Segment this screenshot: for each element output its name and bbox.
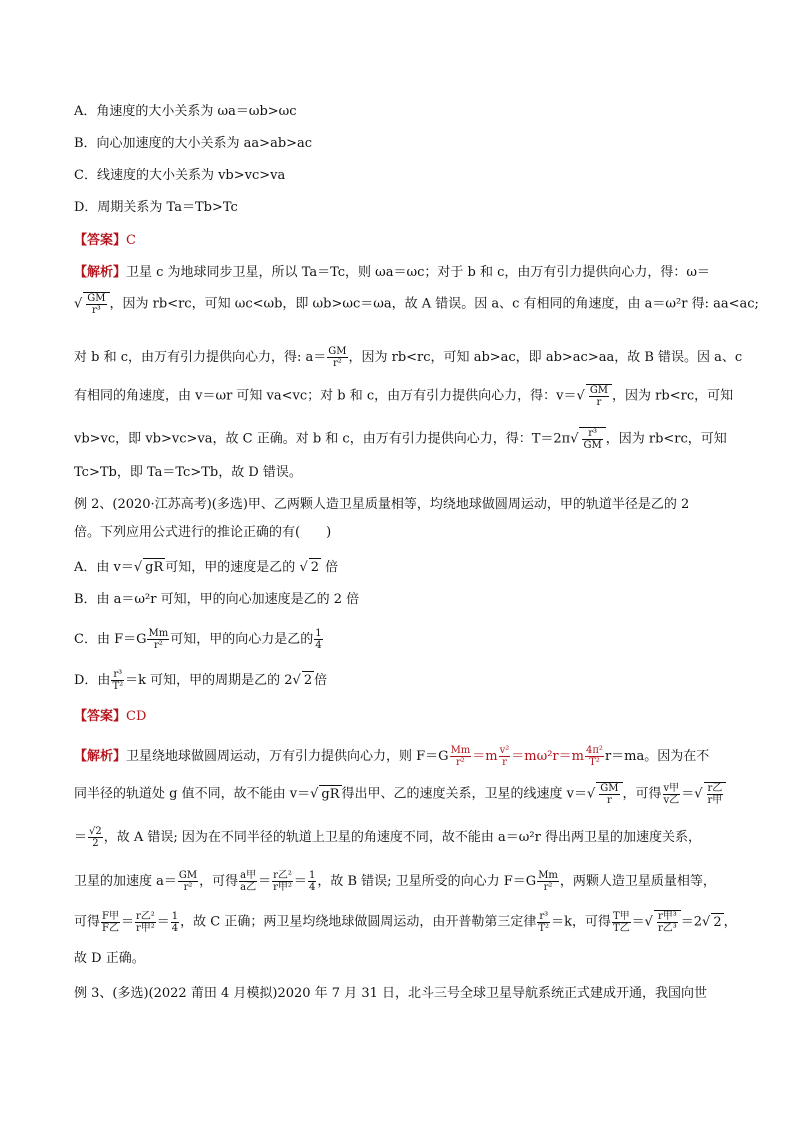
analysis-text: ，故 B 错误; 卫星所受的向心力 F＝G xyxy=(317,874,537,889)
analysis-text: 同半径的轨道处 g 值不同，故不能由 v＝ xyxy=(74,786,311,802)
analysis-2-line-5: 可得 F甲 F乙 ＝ r乙² r甲² ＝ $\frac{1}{4}$ ，故 C 正确；两卫星均绕地球做圆周运动，由开普勒第三定律 $\frac{\text{r³}}{\text{T²}}$ ＝k，可得 T甲 T乙 ＝√ r甲³ r乙³ ＝2√ 2 ， xyxy=(74,910,737,934)
analysis-text: ，故 A 错误; 因为在不同半径的轨道上卫星的角速度不同，故不能由 a＝ω²r 得出两卫星的加速度关系， xyxy=(103,830,701,845)
example-2-option-b: B．由 a＝ω²r 可知，甲的向心加速度是乙的 2 倍 xyxy=(74,592,360,607)
analysis-text: 有相同的角速度，由 v＝ωr 可知 va<vc；对 b 和 c，由万有引力提供向心力，得：v＝ xyxy=(74,388,577,404)
analysis-1-line-4: 有相同的角速度，由 v＝ωr 可知 va<vc；对 b 和 c，由万有引力提供向心力，得：v＝√ $\frac{GM}{r}$ ，因为 rb<rc，可知 xyxy=(74,385,734,408)
analysis-text: ，因为 rb<rc，可知 ωc<ωb，即 ωb>ωc＝ωa，故 A 错误。因 a、c 有相同的角速度，由 a＝ω²r 得: aa<ac; xyxy=(109,296,759,312)
analysis-text: ，可得 xyxy=(622,786,662,802)
analysis-text: 卫星绕地球做圆周运动，万有引力提供向心力，则 F＝G xyxy=(126,749,449,764)
analysis-text: ，两颗人造卫星质量相等， xyxy=(559,874,716,889)
answer-value: C xyxy=(126,233,136,248)
option-text: 可知，甲的向心力是乙的 xyxy=(170,632,314,647)
option-text: C．由 F＝G xyxy=(74,632,147,647)
analysis-text: 卫星 c 为地球同步卫星，所以 Ta＝Tc，则 ωa＝ωc；对于 b 和 c，由万有引力提供向心力，得：ω＝ xyxy=(126,265,711,280)
analysis-1-line-5: vb>vc，即 vb>vc>va，故 C 正确。对 b 和 c，由万有引力提供向心力，得：T＝2π√ $\frac{\text{r³}}{GM}$ ，因为 rb<rc，可知 xyxy=(74,428,727,451)
analysis-2-line-3: ＝ $\frac{√2}{2}$ ，故 A 错误; 因为在不同半径的轨道上卫星的角速度不同，故不能由 a＝ω²r 得出两卫星的加速度关系， xyxy=(74,826,701,849)
example-2-option-d: D．由 $\frac{\text{r³}}{\text{T²}}$ ＝k 可知，甲的周期是乙的 2√ 2 倍 xyxy=(74,669,328,692)
analysis-2-line-2: 同半径的轨道处 g 值不同，故不能由 v＝√ gR 得出甲、乙的速度关系，卫星的线速度 v＝√ $\frac{GM}{r}$ ，可得 v甲 v乙 ＝√ r乙 r甲 xyxy=(74,782,726,806)
analysis-text: ，因为 rb<rc，可知 xyxy=(605,431,727,447)
answer-2 xyxy=(74,708,146,726)
analysis-text: 可得 xyxy=(74,914,101,930)
example-2-option-a: A．由 v＝√ gR 可知，甲的速度是乙的 √ 2 倍 xyxy=(74,560,339,575)
option-c: C．线速度的大小关系为 vb>vc>va xyxy=(74,168,286,183)
analysis-1-line-1 xyxy=(74,264,710,282)
analysis-2-line-4: 卫星的加速度 a＝ $\frac{GM}{\text{r²}}$ ，可得 a甲 a乙 ＝ r乙² r甲² ＝ $\frac{1}{4}$ ，故 B 错误; 卫星所受的向心力 F＝G $\frac{Mm}{\text{r²}}$ ，两颗人造卫星质量相等， xyxy=(74,870,716,893)
analysis-text: ，因为 rb<rc，可知 ab>ac，即 ab>ac>aa，故 B 错误。因 a、c xyxy=(348,350,743,365)
option-a: A．角速度的大小关系为 ωa＝ωb>ωc xyxy=(74,104,297,119)
analysis-text: vb>vc，即 vb>vc>va，故 C 正确。对 b 和 c，由万有引力提供向心力，得：T＝2π xyxy=(74,431,571,447)
option-text: ＝k 可知，甲的周期是乙的 2 xyxy=(125,673,293,688)
analysis-text: 对 b 和 c，由万有引力提供向心力，得: a＝ xyxy=(74,350,327,365)
option-b: B．向心加速度的大小关系为 aa>ab>ac xyxy=(74,136,313,151)
answer-1 xyxy=(74,232,136,250)
analysis-text: ，因为 rb<rc，可知 xyxy=(612,388,734,404)
example-2-option-c: C．由 F＝G $\frac{Mm}{\text{r²}}$ 可知，甲的向心力是乙的 $\frac{1}{4}$ xyxy=(74,628,322,651)
answer-value: CD xyxy=(126,709,147,724)
analysis-1-line-3: 对 b 和 c，由万有引力提供向心力，得: a＝ $\frac{GM}{\text{r²}}$ ，因为 rb<rc，可知 ab>ac，即 ab>ac>aa，故 B 错误。因 a、c xyxy=(74,346,743,369)
analysis-text: ＝2 xyxy=(680,914,703,930)
analysis-1-line-6: Tc>Tb，即 Ta＝Tc>Tb，故 D 错误。 xyxy=(74,465,302,480)
option-text: A．由 v＝ xyxy=(74,560,134,575)
analysis-label: 【解析】 xyxy=(74,265,127,280)
option-text: 倍 xyxy=(314,673,328,688)
analysis-text: ＝k，可得 xyxy=(551,914,611,930)
analysis-text: 得出甲、乙的速度关系，卫星的线速度 v＝ xyxy=(341,786,587,802)
analysis-text: ，可得 xyxy=(199,874,239,889)
example-3-line-1: 例 3、(多选)(2022 莆田 4 月模拟)2020 年 7 月 31 日，北斗三号全球卫星导航系统正式建成开通，我国向世 xyxy=(74,986,708,1001)
option-text: 可知，甲的速度是乙的 xyxy=(165,560,300,575)
example-2-line-2: 倍。下列应用公式进行的推论正确的有( ) xyxy=(74,525,332,540)
option-text: D．由 xyxy=(74,673,111,688)
analysis-2-line-1: 【解析】卫星绕地球做圆周运动，万有引力提供向心力，则 F＝G $\frac{Mm}{\text{r²}}$ ＝m $\frac{\text{v²}}{r}$ ＝mω²r＝m $\frac{\text{4π²}}{\text{T²}}$ r＝ma。因为在不 xyxy=(74,745,710,768)
option-text: 倍 xyxy=(321,560,339,575)
analysis-label: 【解析】 xyxy=(74,749,127,764)
analysis-text: ＝mω²r＝m xyxy=(511,749,584,764)
analysis-2-line-6: 故 D 正确。 xyxy=(74,951,145,966)
example-2-line-1: 例 2、(2020·江苏高考)(多选)甲、乙两颗人造卫星质量相等，均绕地球做圆周运动，甲的轨道半径是乙的 2 xyxy=(74,497,690,512)
analysis-text: ，故 C 正确；两卫星均绕地球做圆周运动，由开普勒第三定律 xyxy=(180,914,537,930)
analysis-text: r＝ma。因为在不 xyxy=(604,749,710,764)
analysis-1-line-2: √ $\frac{GM}{\text{r³}}$ ，因为 rb<rc，可知 ωc<ωb，即 ωb>ωc＝ωa，故 A 错误。因 a、c 有相同的角速度，由 a＝ω²r 得: aa<ac; xyxy=(74,293,759,316)
option-d: D．周期关系为 Ta＝Tb>Tc xyxy=(74,200,238,215)
answer-label: 【答案】 xyxy=(74,233,127,248)
analysis-text: 卫星的加速度 a＝ xyxy=(74,874,177,889)
answer-label: 【答案】 xyxy=(74,709,127,724)
